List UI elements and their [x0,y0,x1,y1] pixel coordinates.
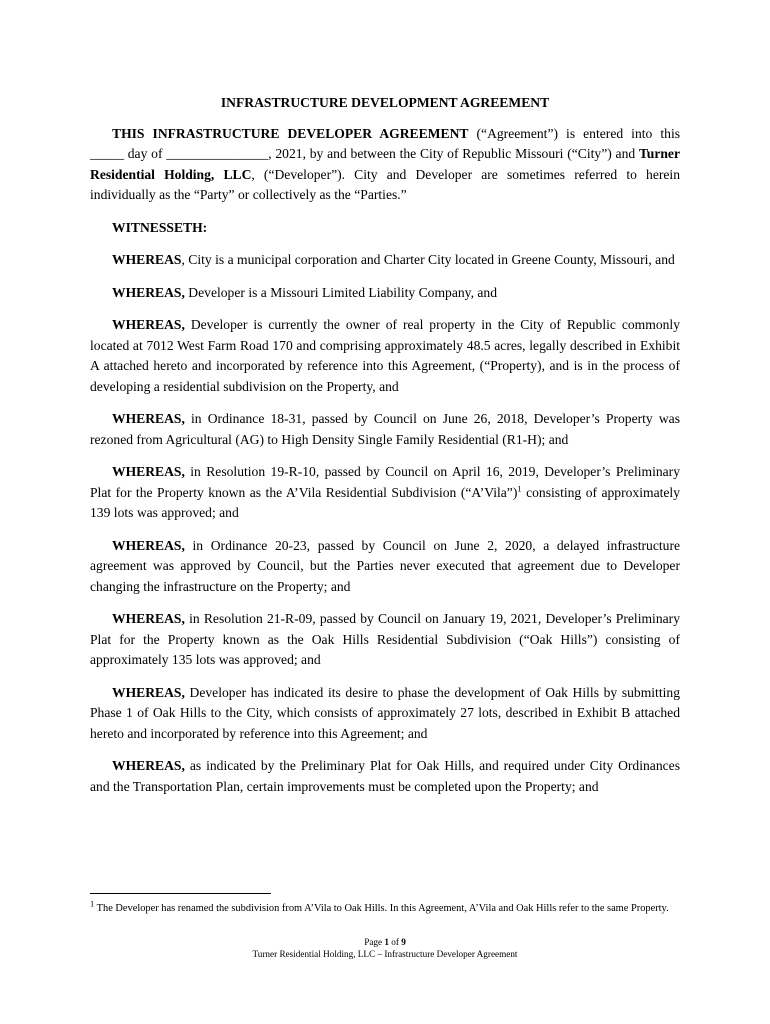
recital-paragraph [90,756,680,797]
recital-text: , City is a municipal corporation and Charter City located in Greene County, Missouri, and [181,252,675,267]
recital-text: in Ordinance 20-23, passed by Council on June 2, 2020, a delayed infrastructure agreement was approved by Council, but the Parties never executed that agreement due to Developer changing the infrastructure on the Property; and [90,537,680,594]
recital-text: Developer has indicated its desire to phase the development of Oak Hills by submitting Phase 1 of Oak Hills to the City, which consists of approximately 27 lots, described in Exhibit B attached hereto and incorporated by reference into this Agreement; and [90,684,680,741]
recital-text: Developer is currently the owner of real property in the City of Republic commonly located at 7012 West Farm Road 170 and comprising approximately 48.5 acres, legally described in Exhibit A attached hereto and incorporated by reference into this Agreement, (“Property), and is in the process of developing a residential subdivision on the Property, and [90,317,680,394]
recital-text: Developer is a Missouri Limited Liability Company, and [184,284,498,300]
witnesseth-heading: WITNESSETH: [112,219,208,235]
intro-text-1: (“Agreement”) is entered into this _____ day of _______________, 2021, by and between the City of Republic Missouri (“City”) and [90,125,681,161]
total-pages: 9 [401,937,406,947]
recital-lead: WHEREAS, [112,611,185,626]
intro-text-2: , (“Developer”). City and Developer are sometimes referred to herein individually as the “Party” or collectively as the “Parties.” [90,166,681,202]
recital-paragraph [90,536,680,598]
recital-text-continued: consisting of approximately 139 lots was approved; and [90,484,680,520]
recital-lead: WHEREAS, [112,537,185,553]
recital-paragraph [90,315,680,397]
recital-text: in Ordinance 18-31, passed by Council on June 26, 2018, Developer’s Property was rezoned from Agricultural (AG) to High Density Single Family Residential (R1-H); and [90,411,680,447]
current-page: 1 [384,937,389,947]
recital-paragraph [90,683,680,745]
recital-lead: WHEREAS, [112,284,185,300]
recital-paragraph [90,283,680,304]
recital-lead: WHEREAS, [112,464,185,479]
recital-paragraph [90,462,680,524]
document-body [90,93,680,809]
intro-paragraph [90,124,680,206]
recital-paragraph [90,609,680,671]
document-title: INFRASTRUCTURE DEVELOPMENT AGREEMENT [220,95,550,110]
footnote-marker: 1 [90,898,95,909]
recital-text: as indicated by the Preliminary Plat for Oak Hills, and required under City Ordinances and the Transportation Plan, certain improvements must be completed upon the Property; and [90,758,680,794]
footnote-divider [90,893,271,894]
page-number: Page 1 of 9 [364,937,406,947]
footnote-text: The Developer has renamed the subdivision from A’Vila to Oak Hills. In this Agreement, A’Vila and Oak Hills refer to the same Property. [94,903,669,914]
recital-text: in Resolution 19-R-10, passed by Council on April 16, 2019, Developer’s Preliminary Plat for the Property known as the A’Vila Residential Subdivision (“A’Vila”) [90,464,680,500]
recital-lead: WHEREAS, [112,684,185,700]
footer-document-name: Turner Residential Holding, LLC – Infrastructure Developer Agreement [252,949,518,959]
developer-name: Turner Residential Holding, LLC [90,146,680,182]
footnote-reference: 1 [517,482,522,493]
recital-lead: WHEREAS [112,252,182,267]
recital-paragraph [90,250,680,271]
page-footer [90,936,680,960]
recital-text: in Resolution 21-R-09, passed by Council on January 19, 2021, Developer’s Preliminary Plat for the Property known as the Oak Hills Residential Subdivision (“Oak Hills”) consisting of approximately 135 lots was approved; and [90,611,680,667]
recital-paragraph [90,409,680,450]
footnote [90,898,680,916]
recital-lead: WHEREAS, [112,758,185,773]
recital-lead: WHEREAS, [112,317,185,332]
agreement-name: THIS INFRASTRUCTURE DEVELOPER AGREEMENT [112,125,469,141]
recital-lead: WHEREAS, [112,411,185,426]
